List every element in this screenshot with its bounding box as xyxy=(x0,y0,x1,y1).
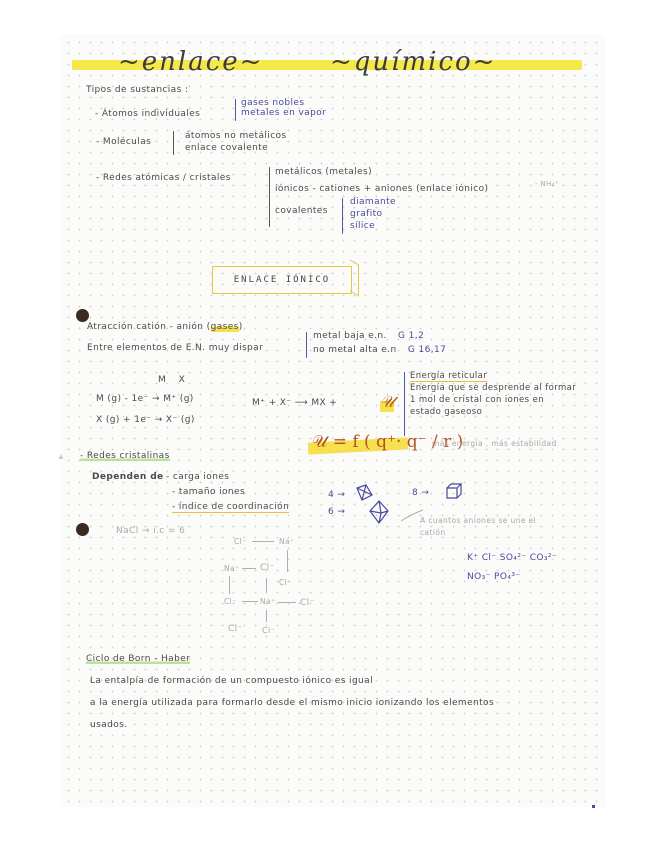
highlighted-word: gases xyxy=(210,322,239,332)
moleculas-item: átomos no metálicos xyxy=(185,131,287,141)
lattice-ion: Na⁺ xyxy=(224,564,240,573)
brace xyxy=(404,372,405,436)
section-title: ENLACE IÓNICO xyxy=(233,275,331,285)
coordination-number: 6 → xyxy=(328,507,346,517)
title-word-quimico: ~químico~ xyxy=(330,47,497,77)
lattice-bond xyxy=(242,601,258,602)
lattice-bond xyxy=(287,550,288,572)
factor-item-highlighted: - índice de coordinación xyxy=(172,502,290,512)
lattice-formation-eq: M⁺ + X⁻ ⟶ MX + xyxy=(252,398,338,408)
octahedron-icon xyxy=(368,500,390,524)
bullet-dot xyxy=(76,309,89,322)
moleculas-item: enlace covalente xyxy=(185,143,269,153)
lattice-ion: Na⁺ xyxy=(260,597,276,606)
nacl-label: NaCl → i.c = 6 xyxy=(116,526,186,536)
lattice-bond xyxy=(229,576,230,594)
cube-icon xyxy=(445,482,463,500)
born-haber-line: usados. xyxy=(90,720,128,730)
factor-item: - carga iones xyxy=(166,472,230,482)
lattice-bond xyxy=(266,610,267,622)
atomos-item: gases nobles xyxy=(241,98,305,108)
coord-note: catión xyxy=(420,528,446,537)
mx-header: M X xyxy=(158,375,190,385)
ionization-eq: M (g) - 1e⁻ → M⁺ (g) xyxy=(96,394,194,404)
section-box-enlace-ionico xyxy=(212,266,352,294)
brace xyxy=(306,332,307,358)
margin-mark: ≗ xyxy=(58,454,64,462)
atraccion-line: Atracción catión - anión (gases) xyxy=(87,322,243,332)
energia-desc: 1 mol de cristal con iones en xyxy=(410,395,545,405)
redes-item: covalentes xyxy=(275,206,328,216)
covalente-item: diamante xyxy=(350,197,396,207)
energia-desc: estado gaseoso xyxy=(410,407,483,417)
moleculas-label: - Moléculas xyxy=(96,137,152,147)
ions-row: NO₃⁻ PO₄³⁻ xyxy=(467,572,521,582)
redes-cristalinas-heading: - Redes cristalinas xyxy=(80,451,170,461)
lattice-ion: Cl⁻ xyxy=(279,578,292,587)
bullet-dot xyxy=(76,523,89,536)
lattice-energy-formula: 𝒰 = f ( q⁺· q⁻ / r ) xyxy=(312,432,464,452)
formula-note: más energía , más estabilidad xyxy=(432,439,557,448)
en-dispar-line: Entre elementos de E.N. muy dispar xyxy=(87,343,264,353)
lattice-bond xyxy=(266,578,267,592)
en-branch-row: metal baja e.n. G 1,2 xyxy=(313,331,425,341)
ink-dot xyxy=(592,805,595,808)
lattice-ion: Cl⁻ xyxy=(262,626,276,635)
lattice-ion: Cl⁻ xyxy=(224,597,237,606)
born-haber-heading: Ciclo de Born - Haber xyxy=(86,654,191,664)
coordination-number: 8 → xyxy=(412,488,430,498)
factor-item: - tamaño iones xyxy=(172,487,246,497)
lattice-energy-symbol: 𝒰 xyxy=(380,392,395,411)
coord-note: A cuantos aniones se une el xyxy=(420,516,537,525)
brace xyxy=(342,198,343,234)
lattice-ion: Cl⁻ xyxy=(228,624,243,634)
covalente-item: grafito xyxy=(350,209,383,219)
redes-item: iónicos - cationes + aniones (enlace iónico) xyxy=(275,184,489,194)
ions-row: K⁺ Cl⁻ SO₄²⁻ CO₃²⁻ xyxy=(467,553,558,563)
redes-label: - Redes atómicas / cristales xyxy=(96,173,231,183)
lattice-ion: Cl⁻ xyxy=(260,563,275,573)
brace xyxy=(235,99,236,121)
covalente-item: sílice xyxy=(350,221,376,231)
en-branch-row: no metal alta e.n G 16,17 xyxy=(313,345,447,355)
born-haber-line: La entalpía de formación de un compuesto iónico es igual xyxy=(90,676,373,686)
electron-affinity-eq: X (g) + 1e⁻ → X⁻ (g) xyxy=(96,415,195,425)
brace xyxy=(269,167,270,227)
energia-desc: Energía que se desprende al formar xyxy=(410,383,577,393)
lattice-bond xyxy=(242,568,256,569)
atomos-item: metales en vapor xyxy=(241,108,327,118)
dependen-label: Dependen de xyxy=(92,472,164,482)
lattice-ion: Cl⁻ xyxy=(234,537,247,546)
redes-item: metálicos (metales) xyxy=(275,167,373,177)
lattice-bond xyxy=(278,602,296,603)
lattice-ion: Na⁺ xyxy=(279,537,295,546)
coordination-number: 4 → xyxy=(328,490,346,500)
atomos-label: - Átomos individuales xyxy=(95,109,201,119)
title-word-enlace: ~enlace~ xyxy=(118,47,264,77)
ammonium-note: - NH₄⁺ xyxy=(535,180,560,188)
born-haber-line: a la energía utilizada para formarlo desde el mismo inicio ionizando los elementos xyxy=(90,698,495,708)
brace xyxy=(173,131,174,155)
lattice-bond xyxy=(252,541,274,542)
energia-reticular-title: Energía reticular xyxy=(410,371,488,381)
tipos-heading: Tipos de sustancias : xyxy=(86,85,189,95)
lattice-ion: Cl⁻ xyxy=(300,598,315,608)
